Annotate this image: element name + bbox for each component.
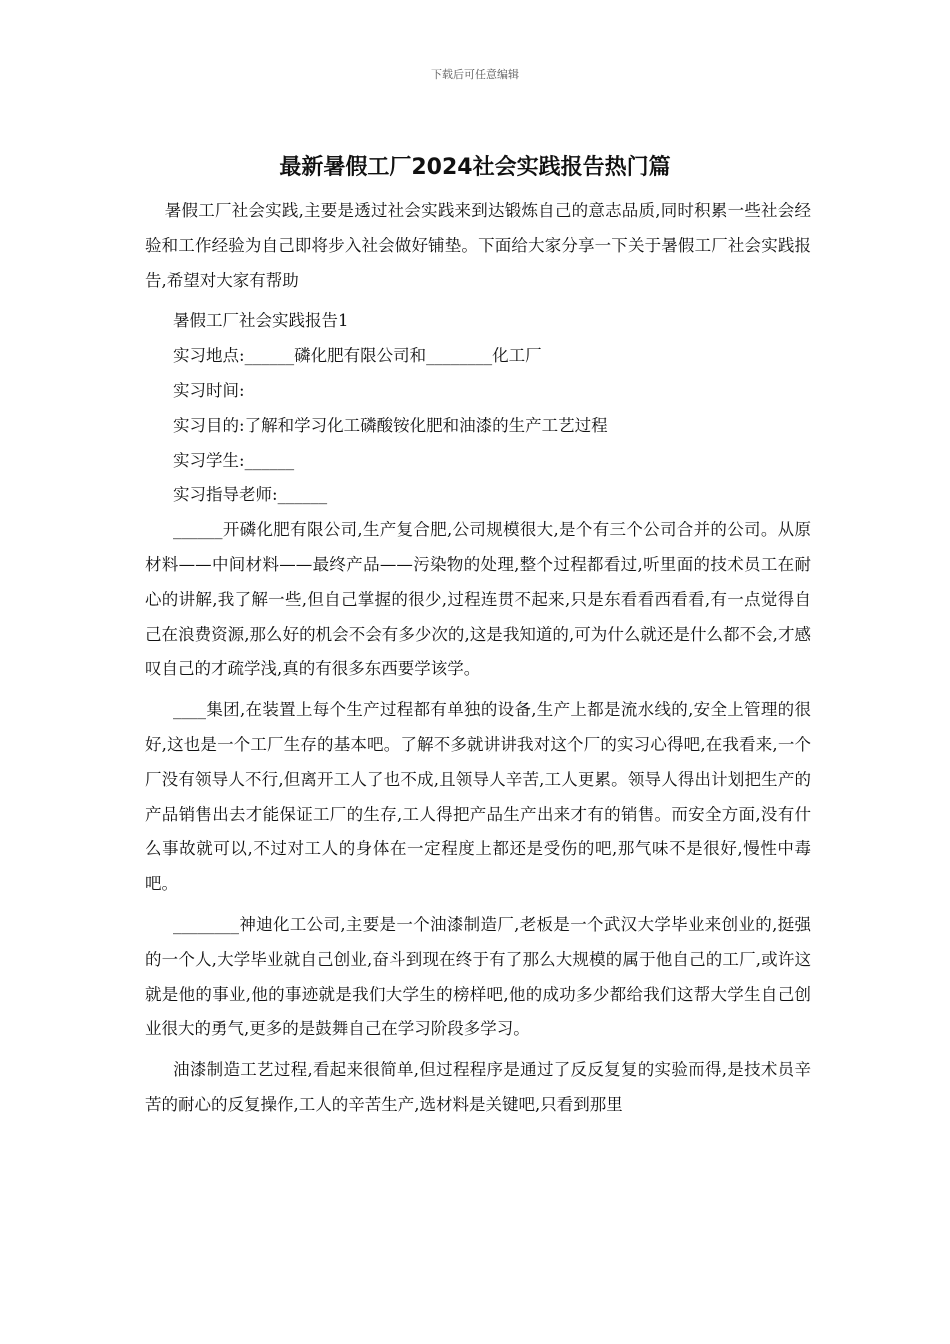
intro-paragraph: 暑假工厂社会实践,主要是透过社会实践来到达锻炼自己的意志品质,同时积累一些社会经验和工作经验为自己即将步入社会做好铺垫。下面给大家分享一下关于暑假工厂社会实践报告,希望对大家有帮助: [145, 201, 811, 290]
body-paragraph: 油漆制造工艺过程,看起来很简单,但过程程序是通过了反反复复的实验而得,是技术员辛苦的耐心的反复操作,工人的辛苦生产,选材料是关键吧,只看到那里: [145, 1060, 811, 1114]
field-purpose: 实习目的:了解和学习化工磷酸铵化肥和油漆的生产工艺过程: [173, 415, 608, 435]
field-student: 实习学生:______: [173, 450, 295, 470]
report-heading: 暑假工厂社会实践报告1: [173, 311, 349, 331]
body-paragraph: ________神迪化工公司,主要是一个油漆制造厂,老板是一个武汉大学毕业来创业的,挺强的一个人,大学毕业就自己创业,奋斗到现在终于有了那么大规模的属于他自己的工厂,或许这就是他的事业,他的事迹就是我们大学生的榜样吧,他的成功多少都给我们这帮大学生自己创业很大的勇气,更多的是鼓舞自己在学习阶段多学习。: [145, 914, 811, 1039]
body-paragraph: ______开磷化肥有限公司,生产复合肥,公司规模很大,是个有三个公司合并的公司。从原材料——中间材料——最终产品——污染物的处理,整个过程都看过,听里面的技术员工在耐心的讲解,我了解一些,但自己掌握的很少,过程连贯不起来,只是东看看西看看,有一点觉得自己在浪费资源,那么好的机会不会有多少次的,这是我知道的,可为什么就还是什么都不会,才感叹自己的才疏学浅,真的有很多东西要学该学。: [145, 520, 811, 679]
header-note: 下载后可任意编辑: [431, 68, 519, 81]
body-paragraph: ____集团,在装置上每个生产过程都有单独的设备,生产上都是流水线的,安全上管理的很好,这也是一个工厂生存的基本吧。了解不多就讲讲我对这个厂的实习心得吧,在我看来,一个厂没有领导人不行,但离开工人了也不成,且领导人辛苦,工人更累。领导人得出计划把生产的产品销售出去才能保证工厂的生存,工人得把产品生产出来才有的销售。而安全方面,没有什么事故就可以,不过对工人的身体在一定程度上都还是受伤的吧,那气味不是很好,慢性中毒吧。: [145, 700, 811, 894]
field-teacher: 实习指导老师:______: [173, 485, 328, 505]
document-body: [145, 194, 811, 1129]
page-title: 最新暑假工厂2024社会实践报告热门篇: [279, 155, 671, 180]
field-location: 实习地点:______磷化肥有限公司和________化工厂: [173, 346, 542, 366]
field-time: 实习时间:: [173, 380, 245, 400]
